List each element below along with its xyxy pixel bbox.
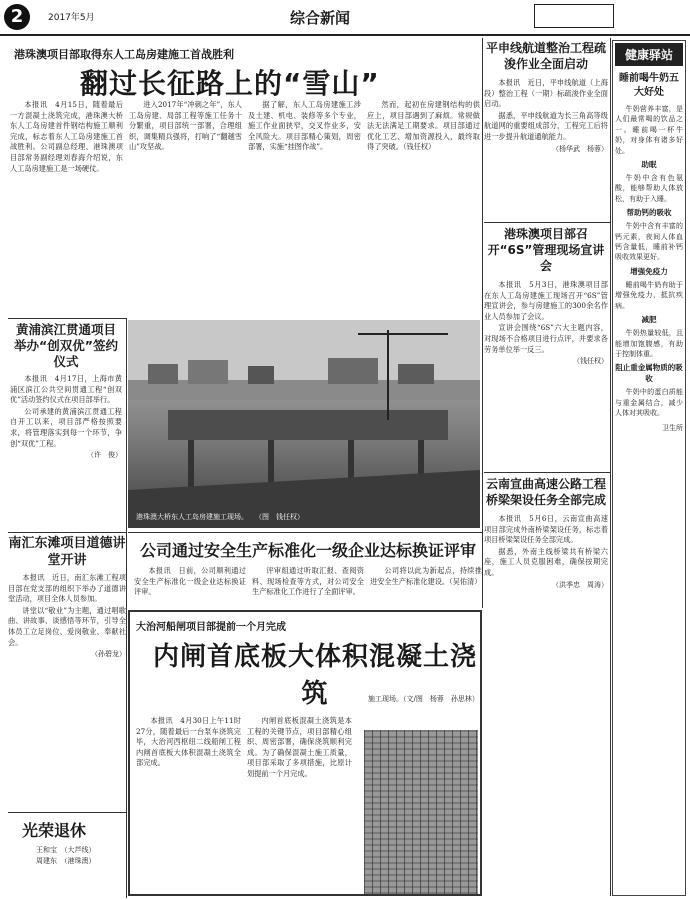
construction-photo-art bbox=[128, 320, 480, 528]
mid-story-title: 公司通过安全生产标准化一级企业达标换证评审 bbox=[140, 541, 477, 560]
wellness-title: 睡前喝牛奶五大好处 bbox=[619, 73, 679, 98]
retire-title: 光荣退休 bbox=[22, 821, 87, 840]
issue-date: 2017年5月 bbox=[48, 13, 95, 23]
right-story-2-p2: 宣讲会围绕“6S”六大主题内容，对现场不合格项目进行点评，并要求各劳务单位举一反三。 bbox=[484, 323, 608, 354]
big-story-title: 内闸首底板大体积混凝土浇筑 bbox=[152, 642, 477, 709]
top-story-columns bbox=[10, 100, 480, 175]
top-story-col-2: 进入2017年“冲刺之年”，东人工岛房建、局部工程等施工任务十分繁重，项目部统一部署，合理组织，调集精兵强将，打响了“翻越雪山”攻坚战。 bbox=[129, 100, 242, 152]
retire-name-2: 周建东 （港珠澳） bbox=[36, 857, 96, 865]
retire-name-1: 王和宝 （大芦线） bbox=[36, 846, 96, 854]
mid-story-col-2: 评审组通过听取汇报、查阅资料、现场检查等方式，对公司安全生产标准化工作进行了全面评审。 bbox=[252, 566, 364, 597]
wellness-banner: 健康驿站 bbox=[615, 43, 683, 66]
top-story-title: 翻过长征路上的“雪山” bbox=[80, 67, 380, 100]
wellness-heading-2: 帮助钙的吸收 bbox=[626, 208, 672, 218]
right-story-3-title: 云南宣曲高速公路工程桥梁架设任务全部完成 bbox=[485, 477, 606, 507]
right-story-2-p1: 本报讯 5月3日，港珠澳项目部在东人工岛房建施工现场召开“6S”管理宣讲会，参与房建施工的300余名作业人员参加了会议。 bbox=[484, 280, 608, 321]
section-rule-4 bbox=[128, 532, 482, 533]
wellness-text-2: 牛奶中含有丰富的钙元素，夜间人体血钙含量低，睡前补钙吸收效果更好。 bbox=[615, 222, 683, 262]
wellness-intro: 牛奶营养丰富，是人们最常喝的饮品之一。睡前喝一杯牛奶，对身体有诸多好处。 bbox=[615, 105, 683, 155]
right-story-1 bbox=[484, 40, 608, 154]
column-rule-2 bbox=[610, 38, 611, 896]
right-story-2 bbox=[484, 226, 608, 366]
right-story-3-byline: （洪季忠 周涛） bbox=[552, 580, 608, 589]
big-story-col-1: 本报讯 4月30日上午11时27分，随着最后一台泵车浇筑完毕，大治河西枢纽二线船闸工程内闸首底板大体积混凝土浇筑全部完成。 bbox=[136, 716, 241, 768]
right-story-3 bbox=[484, 476, 608, 590]
section-rule-1 bbox=[8, 318, 126, 319]
wellness-column bbox=[612, 40, 686, 896]
side-story-1-title: 黄浦滨江贯通项目举办“创双优”签约仪式 bbox=[14, 322, 118, 369]
wellness-text-3: 睡前喝牛奶有助于增强免疫力，抵抗疾病。 bbox=[615, 280, 683, 310]
section-rule-5 bbox=[484, 222, 610, 223]
right-story-1-title: 平申线航道整治工程疏浚作业全面启动 bbox=[485, 41, 606, 71]
side-story-1-p2: 公司承建的黄浦滨江贯通工程自开工以来，项目部严格按照要求，将管理落实到每一个环节，争创“双优”工程。 bbox=[10, 406, 122, 448]
construction-photo bbox=[128, 320, 480, 528]
top-story-kicker: 港珠澳项目部取得东人工岛房建施工首战胜利 bbox=[14, 48, 234, 61]
retire-names bbox=[36, 845, 96, 867]
top-story-col-4: 然而，起初在房建钢结构的供应上，项目部遇到了麻烦。常规做法无法满足工期要求。项目部通过优化工艺、增加资源投入，最终取得了突破。（钱任权） bbox=[367, 100, 480, 152]
right-story-1-byline: （杨华武 杨蓉） bbox=[552, 144, 608, 153]
right-story-1-p1: 本报讯 近日，平申线航道（上海段）整治工程（一期）标疏浚作业全面启动。 bbox=[484, 78, 608, 109]
section-rule-6 bbox=[484, 472, 610, 473]
column-rule-1 bbox=[482, 38, 483, 608]
big-story-col-2: 内闸首底板混凝土浇筑是本工程的关键节点，项目部精心组织、周密部署，确保浇筑顺利完成。为了确保混凝土施工质量，项目部采取了多项措施，比原计划提前一个月完成。 bbox=[247, 716, 352, 778]
right-story-2-title: 港珠澳项目部召开“6S”管理现场宣讲会 bbox=[487, 227, 605, 273]
mid-story-columns bbox=[134, 566, 482, 599]
page-header bbox=[0, 0, 690, 36]
photo-caption: 港珠澳大桥东人工岛房建施工现场。 （图 钱任权） bbox=[136, 513, 304, 521]
wellness-author: 卫生所 bbox=[662, 423, 683, 432]
wellness-text-1: 牛奶中含有色氨酸，能够帮助人体放松，有助于入睡。 bbox=[615, 174, 683, 203]
wellness-heading-4: 减肥 bbox=[641, 315, 657, 325]
header-box bbox=[534, 4, 614, 28]
section-title: 综合新闻 bbox=[290, 9, 351, 27]
wellness-heading-3: 增强免疫力 bbox=[630, 266, 668, 276]
wellness-heading-5: 阻止重金属物质的吸收 bbox=[615, 363, 683, 384]
big-story bbox=[128, 610, 482, 896]
column-rule-3 bbox=[126, 318, 127, 898]
side-story-2-p1: 本报讯 近日，南汇东滩工程项目部在党支部的组织下举办了道德讲堂活动，项目全体人员参加。 bbox=[8, 573, 126, 604]
top-story-col-3: 据了解，东人工岛房建施工涉及土建、机电、装修等多个专业，施工作业面狭窄，交叉作业多，安全风险大。项目部精心策划，周密部署，实施“挂图作战”。 bbox=[248, 100, 361, 152]
big-story-kicker: 大治河船闸项目部提前一个月完成 bbox=[136, 622, 286, 633]
side-story-2-byline: （孙碧龙） bbox=[91, 650, 126, 659]
right-story-1-p2: 据悉，平申线航道为长三角高等级航道网的重要组成部分，工程完工后将进一步提升航道通航能力。 bbox=[484, 110, 608, 141]
wellness-heading-1: 助眠 bbox=[641, 160, 657, 170]
page-number: 2 bbox=[4, 4, 30, 30]
top-story-col-1: 本报讯 4月15日，随着最后一方混凝土浇筑完成，港珠澳大桥东人工岛房建首件钢结构施工顺利完成，标志着东人工岛房建施工首战胜利。公司副总经理、港珠澳项目部常务副经理刘春海介绍说，东人工岛房建施工是一场硬仗。 bbox=[10, 100, 123, 173]
section-rule-2 bbox=[8, 532, 126, 533]
rebar-photo bbox=[364, 730, 478, 894]
right-story-3-p1: 本报讯 5月6日，云南宣曲高速项目部完成外南桥梁架设任务，标志着项目桥梁架设任务全部完成。 bbox=[484, 514, 608, 545]
wellness-text-5: 牛奶中的蛋白质能与重金属结合，减少人体对其吸收。 bbox=[615, 388, 683, 418]
right-story-3-p2: 据悉，外南主线桥梁共有桥梁六座，施工人员克服困难，确保按期完成。 bbox=[484, 546, 608, 577]
section-rule-3 bbox=[8, 812, 126, 813]
wellness-text-4: 牛奶热量较低，且能增加饱腹感，有助于控制体重。 bbox=[615, 329, 683, 358]
big-story-caption: 施工现场。（文/图 杨蓉 孙思林） bbox=[368, 695, 479, 703]
side-story-2-p2: 讲堂以“敬业”为主题，通过唱歌曲、讲故事、谈感悟等环节，引导全体员工立足岗位、爱岗敬业、奉献社会。 bbox=[8, 605, 126, 647]
side-story-1-p1: 本报讯 4月17日，上海市黄浦区滨江公共空间贯通工程“创双优”活动签约仪式在项目部举行。 bbox=[10, 374, 122, 405]
mid-story-col-3: 公司将以此为新起点，持续推进安全生产标准化建设。（吴佑清） bbox=[370, 566, 482, 586]
mid-story-col-1: 本报讯 日前，公司顺利通过安全生产标准化一级企业达标换证评审。 bbox=[134, 566, 246, 597]
side-story-2-title: 南汇东滩项目道德讲堂开讲 bbox=[8, 536, 126, 568]
right-story-2-byline: （钱任权） bbox=[573, 357, 608, 366]
side-story-1-byline: （许 俊） bbox=[87, 451, 122, 460]
